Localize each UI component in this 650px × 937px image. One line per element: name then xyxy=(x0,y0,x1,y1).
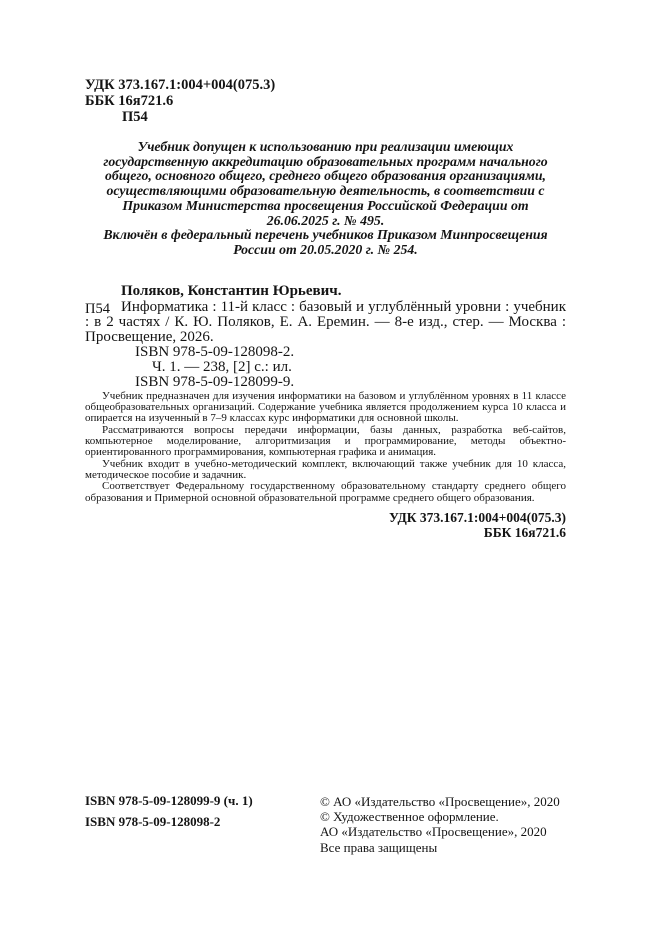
admission-notice-paragraph-1: Учебник допущен к использованию при реализации имеющих государственную аккредитацию образовательных программ начального общего, основного общего, среднего общего образования организациями, осуществляющими образовательную деятельность, в соответствии с Приказом Министерства просвещения Российской Федерации от 26.06.2025 г. № 495. xyxy=(103,138,548,228)
bbk-code-top: ББК 16я721.6 xyxy=(85,92,174,109)
imprint-footer xyxy=(85,794,590,855)
annotation xyxy=(85,391,566,504)
catalog-entry xyxy=(85,300,566,390)
copyright-block xyxy=(320,794,590,855)
annotation-paragraph-2: Рассматриваются вопросы передачи информации, базы данных, разработка веб-сайтов, компьютерное моделирование, алгоритмизация и программирование, методы объектно-ориентированного программирования, компьютерная графика и анимация. xyxy=(85,423,566,459)
isbn-block xyxy=(85,794,320,855)
isbn-set-line: ISBN 978-5-09-128098-2. xyxy=(135,343,295,360)
isbn-footer-line-1: ISBN 978-5-09-128099-9 (ч. 1) xyxy=(85,793,253,808)
annotation-paragraph-3: Учебник входит в учебно-методический комплект, включающий также учебник для 10 класса, методическое пособие и задачник. xyxy=(85,457,566,482)
copyright-line-4: Все права защищены xyxy=(320,839,438,855)
author-heading: Поляков, Константин Юрьевич. xyxy=(121,282,342,299)
isbn-part-line: ISBN 978-5-09-128099-9. xyxy=(135,373,295,390)
isbn-footer-line-2: ISBN 978-5-09-128098-2 xyxy=(85,814,221,830)
annotation-paragraph-4: Соответствует Федеральному государственному образовательному стандарту среднего общего образования и Примерной основной образовательной программе среднего общего образования. xyxy=(85,480,566,504)
catalog-description: Информатика : 11-й класс : базовый и углублённый уровни : учебник : в 2 частях / К. Ю. Поляков, Е. А. Еремин. — 8-е изд., стер. — Москва : Просвещение, 2026. xyxy=(85,298,566,345)
author-sign-margin: П54 xyxy=(85,300,110,317)
admission-notice-paragraph-2: Включён в федеральный перечень учебников Приказом Минпросвещения России от 20.05.2020 г. № 254. xyxy=(103,227,548,258)
admission-notice xyxy=(85,140,566,258)
copyright-line-2: © Художественное оформление. xyxy=(320,809,499,825)
top-classification-codes xyxy=(85,78,566,126)
copyright-line-3: АО «Издательство «Просвещение», 2020 xyxy=(320,824,547,840)
part-info-line: Ч. 1. — 238, [2] с.: ил. xyxy=(152,358,292,375)
author-sign-top: П54 xyxy=(122,108,148,125)
bbk-code-bottom: ББК 16я721.6 xyxy=(483,524,566,540)
udk-code-bottom: УДК 373.167.1:004+004(075.3) xyxy=(388,510,566,526)
bottom-classification-codes xyxy=(85,511,566,541)
text-block xyxy=(85,78,566,541)
udk-code-top: УДК 373.167.1:004+004(075.3) xyxy=(85,77,276,93)
annotation-paragraph-1: Учебник предназначен для изучения информатики на базовом и углублённом уровнях в 11 классе общеобразовательных организаций. Содержание учебника является продолжением курса 10 класса и опирается на изученный в 7–9 классах курс информатики для основной школы. xyxy=(85,389,566,425)
copyright-line-1: © АО «Издательство «Просвещение», 2020 xyxy=(320,794,560,809)
